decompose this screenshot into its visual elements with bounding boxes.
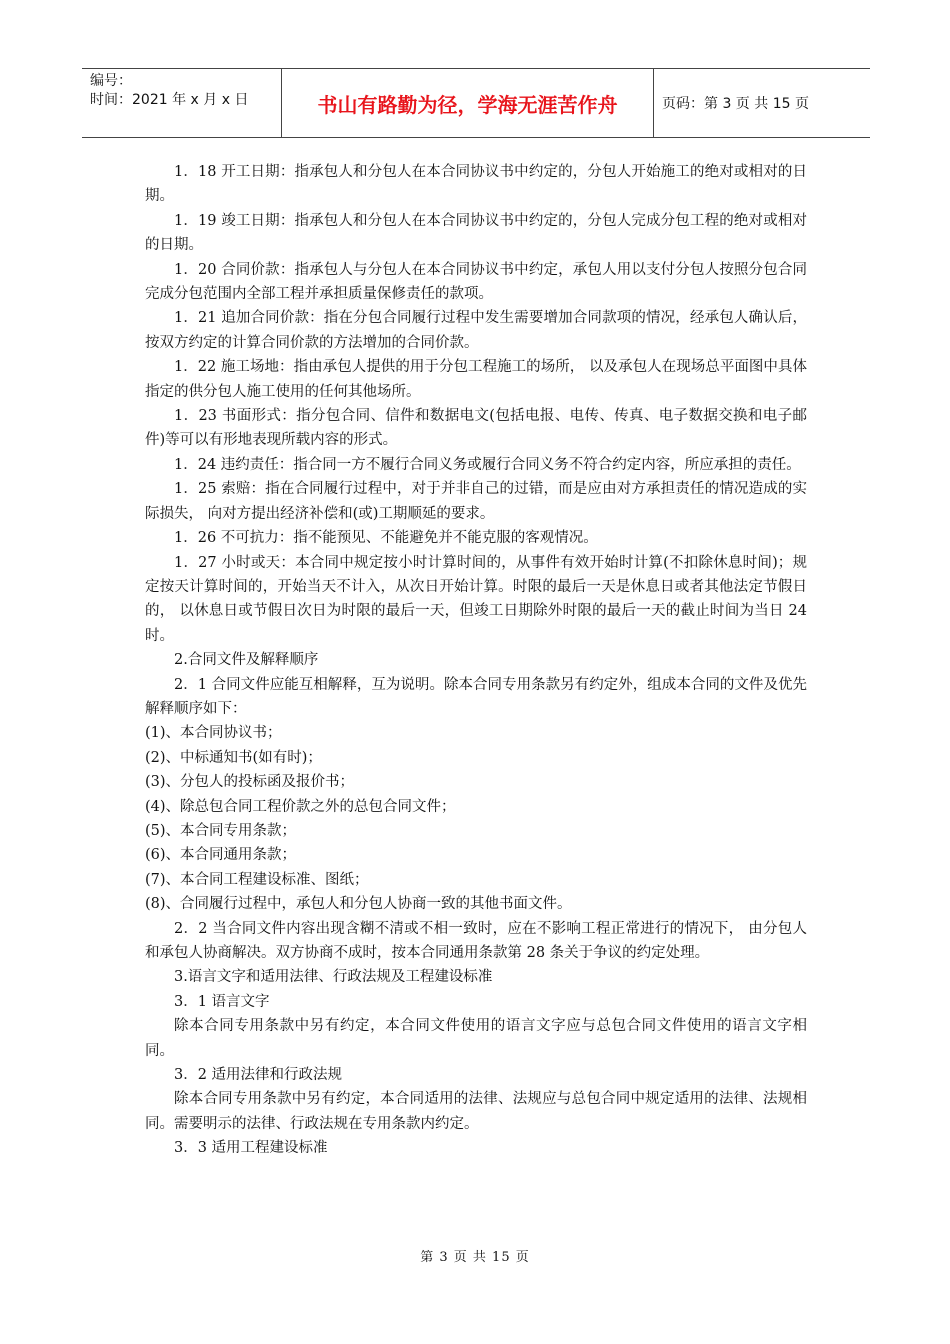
clause-2-1: 2．1 合同文件应能互相解释，互为说明。除本合同专用条款另有约定外，组成本合同的文件及优先解释顺序如下： [145, 676, 807, 717]
page-header [82, 68, 870, 138]
list-item: (4)、除总包合同工程价款之外的总包合同文件； [145, 798, 456, 815]
clause-1-22: 1．22 施工场地：指由承包人提供的用于分包工程施工的场所， 以及承包人在现场总平面图中具体指定的供分包人施工使用的任何其他场所。 [145, 359, 807, 400]
clause-2-2: 2．2 当合同文件内容出现含糊不清或不相一致时，应在不影响工程正常进行的情况下， 由分包人和承包人协商解决。双方协商不成时，按本合同通用条款第 28 条关于争议的约定处理。 [145, 920, 807, 961]
list-item: (1)、本合同协议书； [145, 725, 282, 742]
document-body [145, 160, 807, 1161]
clause-3-1-text: 除本合同专用条款中另有约定，本合同文件使用的语言文字应与总包合同文件使用的语言文字相同。 [145, 1018, 807, 1059]
list-item: (7)、本合同工程建设标准、图纸； [145, 871, 369, 888]
clause-1-23: 1．23 书面形式：指分包合同、信件和数据电文(包括电报、电传、传真、电子数据交换和电子邮件)等可以有形地表现所载内容的形式。 [145, 408, 807, 449]
clause-1-25: 1．25 索赔：指在合同履行过程中，对于并非自己的过错，而是应由对方承担责任的情况造成的实际损失， 向对方提出经济补偿和(或)工期顺延的要求。 [145, 481, 807, 522]
section-2-heading: 2.合同文件及解释顺序 [174, 652, 319, 669]
document-date-label: 时间：2021 年 x 月 x 日 [90, 92, 249, 108]
header-motto: 书山有路勤为径，学海无涯苦作舟 [282, 69, 654, 137]
clause-1-19: 1．19 竣工日期：指承包人和分包人在本合同协议书中约定的，分包人完成分包工程的绝对或相对的日期。 [145, 212, 807, 254]
clause-1-24: 1．24 违约责任：指合同一方不履行合同义务或履行合同义务不符合约定内容，所应承担的责任。 [174, 456, 801, 473]
clause-1-26: 1．26 不可抗力：指不能预见、不能避免并不能克服的客观情况。 [174, 530, 598, 547]
section-3-heading: 3.语言文字和适用法律、行政法规及工程建设标准 [174, 969, 493, 986]
list-item: (3)、分包人的投标函及报价书； [145, 774, 355, 791]
clause-1-27: 1．27 小时或天：本合同中规定按小时计算时间的，从事件有效开始时计算(不扣除休息时间)；规定按天计算时间的，开始当天不计入，从次日开始计算。时限的最后一天是休息日或者其他法定节假日的， 以休息日或节假日次日为时限的最后一天，但竣工日期除外时限的最后一天的截止时间为当日 24 时。 [145, 554, 807, 644]
clause-3-2-text: 除本合同专用条款中另有约定，本合同适用的法律、法规应与总包合同中规定适用的法律、法规相同。需要明示的法律、行政法规在专用条款内约定。 [145, 1091, 807, 1132]
clause-3-1-heading: 3．1 语言文字 [174, 993, 270, 1010]
list-item: (5)、本合同专用条款； [145, 822, 297, 839]
clause-3-3-heading: 3．3 适用工程建设标准 [174, 1140, 328, 1157]
clause-3-2-heading: 3．2 适用法律和行政法规 [174, 1067, 343, 1084]
header-meta [82, 69, 282, 137]
list-item: (8)、合同履行过程中，承包人和分包人协商一致的其他书面文件。 [145, 896, 572, 913]
clause-1-21: 1．21 追加合同价款：指在分包合同履行过程中发生需要增加合同款项的情况，经承包人确认后，按双方约定的计算合同价款的方法增加的合同价款。 [145, 310, 807, 351]
clause-1-20: 1．20 合同价款：指承包人与分包人在本合同协议书中约定，承包人用以支付分包人按照分包合同完成分包范围内全部工程并承担质量保修责任的款项。 [145, 261, 807, 303]
header-page-label: 页码：第 3 页 共 15 页 [662, 96, 809, 112]
list-item: (2)、中标通知书(如有时)； [145, 749, 322, 766]
page-footer: 第 3 页 共 15 页 [420, 1250, 530, 1265]
clause-1-18: 1．18 开工日期：指承包人和分包人在本合同协议书中约定的，分包人开始施工的绝对或相对的日期。 [145, 164, 807, 205]
document-number-label: 编号： [90, 73, 132, 89]
list-item: (6)、本合同通用条款； [145, 847, 297, 864]
